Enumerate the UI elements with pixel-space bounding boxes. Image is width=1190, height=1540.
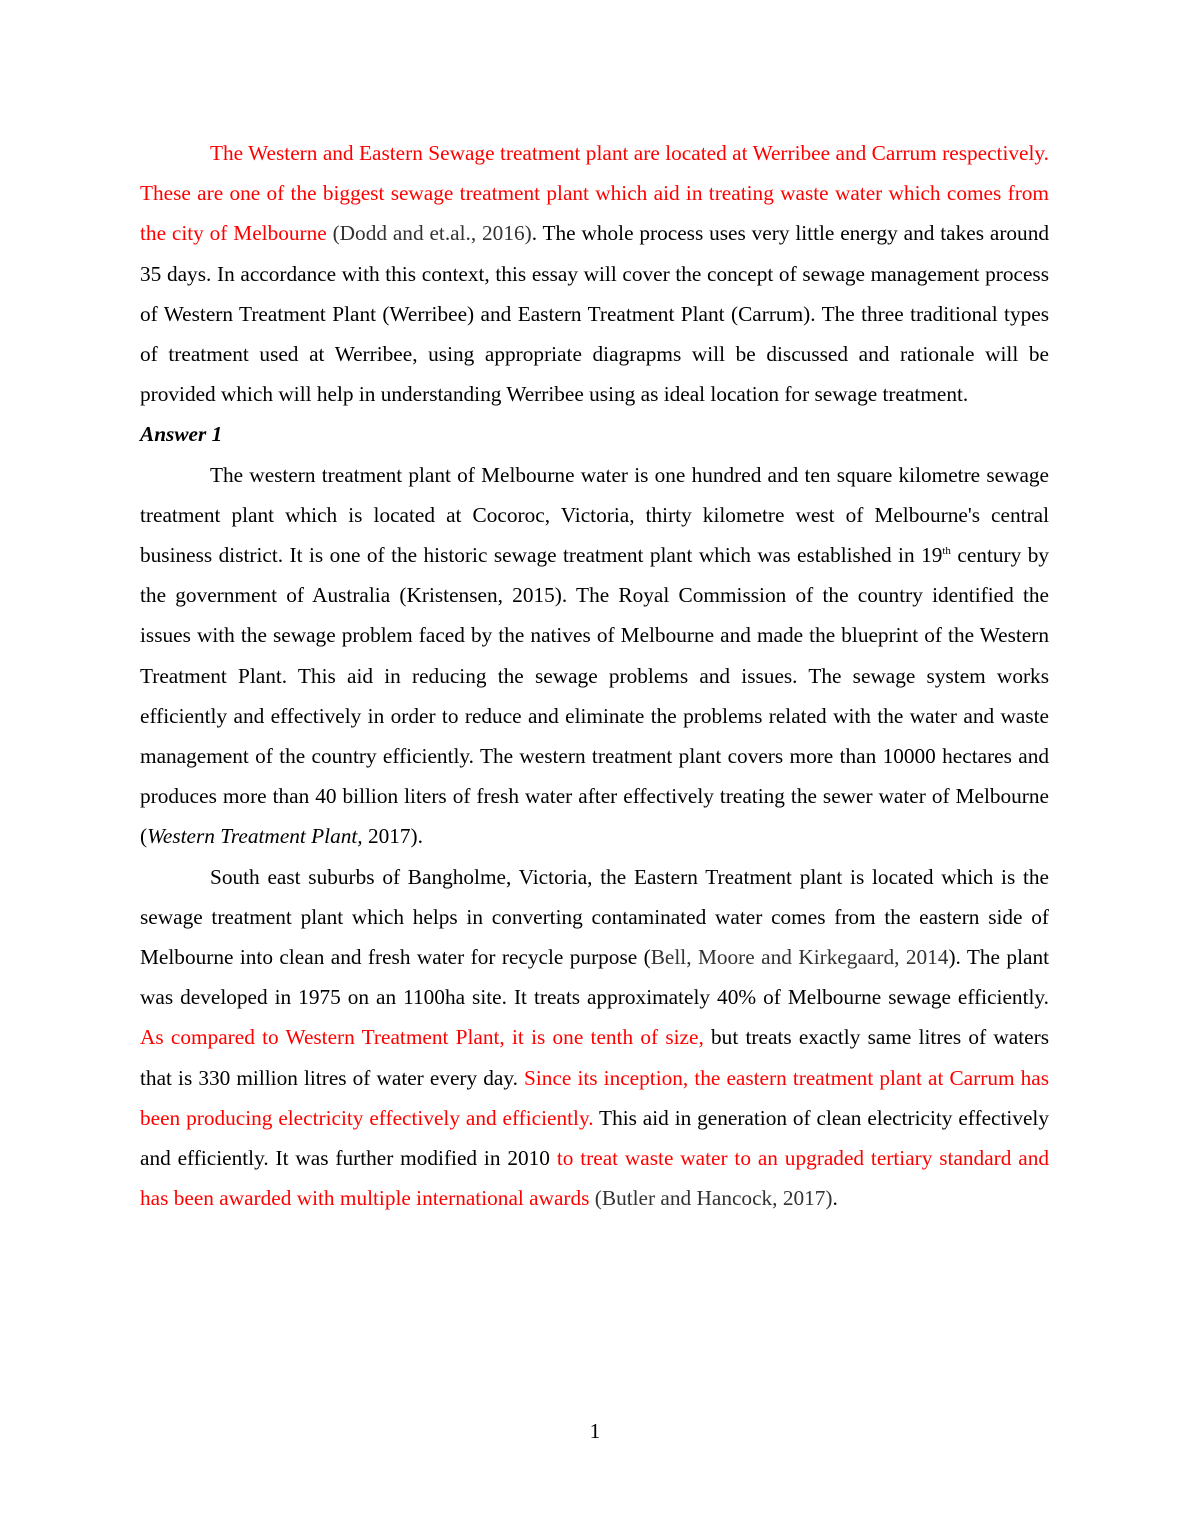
answer-1-heading: Answer 1 [140, 422, 223, 447]
intro-highlighted-text: The Western and Eastern Sewage treatment plant are located at Werribee and Carrum respectively. These are one of the biggest sewage treatment plant which aid in treating waste water which comes from the city of Melbourne [140, 141, 1049, 246]
citation-bell: Bell, Moore and Kirkegaard, 2014 [650, 945, 949, 970]
eastern-highlight-3: to treat waste water to an upgraded tertiary standard and has been awarded with multiple international awards [140, 1146, 1050, 1211]
ordinal-superscript: th [942, 545, 951, 558]
western-text-1: The western treatment plant of Melbourne water is one hundred and ten square kilometre sewage treatment plant which is located at Cocoroc, Victoria, thirty kilometre west of Melbourne's central business district. It is one of the historic sewage treatment plant which was established in 19 [140, 462, 1049, 568]
eastern-highlight-2: Since its inception, the eastern treatment plant at Carrum has been producing electricity effectively and efficiently. [140, 1065, 1050, 1130]
citation-dodd: (Dodd and et.al., 2016) [326, 221, 532, 246]
page-number: 1 [589, 1419, 601, 1443]
eastern-text-3: but treats exactly same litres of waters that is 330 million litres of water every day. [140, 1025, 1049, 1090]
eastern-text-1: South east suburbs of Bangholme, Victoria, the Eastern Treatment plant is located which is the sewage treatment plant which helps in converting contaminated water comes from the eastern side of Melbourne into clean and fresh water for recycle purpose ( [140, 864, 1049, 970]
eastern-plant-paragraph [140, 857, 1049, 1219]
document-page [140, 133, 1049, 1218]
citation-butler: (Butler and Hancock, 2017) [589, 1186, 833, 1211]
eastern-text-5: . [832, 1186, 838, 1211]
intro-paragraph [140, 133, 1049, 414]
eastern-text-4: This aid in generation of clean electricity effectively and efficiently. It was further modified in 2010 [140, 1105, 1049, 1171]
western-text-3: 2017). [362, 824, 423, 849]
western-text-2: century by the government of Australia (Kristensen, 2015). The Royal Commission of the country identified the issues with the sewage problem faced by the natives of Melbourne and made the blueprint of the Western Treatment Plant. This aid in reducing the sewage problems and issues. The sewage system works efficiently and effectively in order to reduce and eliminate the problems related with the water and waste management of the country efficiently. The western treatment plant covers more than 10000 hectares and produces more than 40 billion liters of fresh water after effectively treating the sewer water of Melbourne ( [140, 543, 1049, 849]
eastern-highlight-1: As compared to Western Treatment Plant, it is one tenth of size, [140, 1025, 704, 1050]
citation-western-treatment-plant: Western Treatment Plant, [147, 824, 363, 849]
eastern-text-2: ). The plant was developed in 1975 on an 1100ha site. It treats approximately 40% of Melbourne sewage efficiently. [140, 945, 1050, 1010]
intro-text: . The whole process uses very little energy and takes around 35 days. In accordance with this context, this essay will cover the concept of sewage management process of Western Treatment Plant (Werribee) and Eastern Treatment Plant (Carrum). The three traditional types of treatment used at Werribee, using appropriate diagrapms will be discussed and rationale will be provided which will help in understanding Werribee using as ideal location for sewage treatment. [140, 221, 1049, 407]
western-plant-paragraph [140, 455, 1049, 857]
